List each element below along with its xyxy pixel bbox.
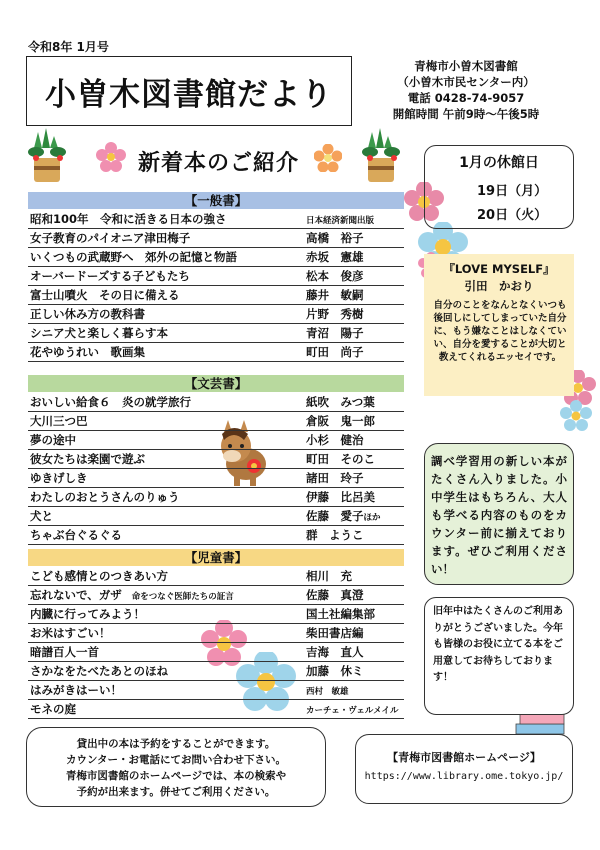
book-author-text: 片野 秀樹 xyxy=(306,307,364,321)
book-title xyxy=(30,210,227,228)
book-author xyxy=(306,393,375,411)
book-row xyxy=(28,605,404,624)
book-title-text: モネの庭 xyxy=(30,702,76,716)
book-row xyxy=(28,567,404,586)
featured-book-description: 自分のことをなんとなくいつも後回しにしてしまっていた自分に、もう嫌なことはしなくていい、自分を愛することが大切と教えてくれるエッセイです。 xyxy=(433,300,567,363)
book-title xyxy=(30,586,234,606)
book-title xyxy=(30,286,180,304)
book-author xyxy=(306,324,364,342)
homepage-url[interactable]: https://www.library.ome.tokyo.jp/ xyxy=(364,771,564,782)
thanks-note: 旧年中はたくさんのご利用ありがとうございました。今年も皆様のお役に立てる本をご用意してお待ちしております！ xyxy=(424,597,574,715)
closed-day-2: 20日（火） xyxy=(477,208,548,223)
book-row xyxy=(28,210,404,229)
book-row xyxy=(28,624,404,643)
book-author-text: 佐藤 真澄 xyxy=(306,588,364,602)
book-title-text: 犬と xyxy=(30,509,53,523)
book-author xyxy=(306,286,364,304)
book-row xyxy=(28,488,404,507)
book-title xyxy=(30,507,53,525)
book-row xyxy=(28,643,404,662)
book-author xyxy=(306,412,375,430)
book-author xyxy=(306,507,381,527)
newsletter-title: 小曽木図書館だより xyxy=(26,56,352,126)
book-title xyxy=(30,469,88,487)
book-row xyxy=(28,229,404,248)
book-row xyxy=(28,393,404,412)
homepage-box xyxy=(355,734,573,804)
book-author xyxy=(306,305,364,323)
book-title xyxy=(30,488,180,506)
book-author xyxy=(306,488,375,506)
homepage-title: 【青梅市図書館ホームページ】 xyxy=(387,751,541,764)
flower-icon xyxy=(96,142,126,172)
book-title xyxy=(30,343,145,361)
book-row xyxy=(28,662,404,681)
book-title-text: オーバードーズする子どもたち xyxy=(30,269,190,283)
notice-line-2: カウンター・お電話にてお問い合わせ下さい。 xyxy=(65,754,287,766)
book-title xyxy=(30,412,88,430)
book-title-text: こども感情とのつきあい方 xyxy=(30,569,168,583)
library-phone: 電話 0428-74-9057 xyxy=(407,91,525,105)
featured-book-title: 『LOVE MYSELF』 xyxy=(443,262,555,276)
book-row xyxy=(28,450,404,469)
book-title xyxy=(30,526,122,544)
featured-book-box xyxy=(424,254,574,396)
book-author xyxy=(306,526,364,544)
book-author-text: 松本 俊彦 xyxy=(306,269,364,283)
closed-day-1: 19日（月） xyxy=(477,184,548,199)
book-title-text: はみがきはーい！ xyxy=(30,683,122,697)
book-author-text: 紙吹 みつ葉 xyxy=(306,395,375,409)
book-title xyxy=(30,431,76,449)
book-title-text: わたしのおとうさんのりゅう xyxy=(30,490,180,504)
book-title-text: シニア犬と楽しく暮らす本 xyxy=(30,326,168,340)
book-title-text: 暗譜百人一首 xyxy=(30,645,99,659)
notice-line-1: 貸出中の本は予約をすることができます。 xyxy=(76,738,276,750)
flower-icon xyxy=(314,144,342,172)
book-author-text: 倉阪 鬼一郎 xyxy=(306,414,375,428)
book-title xyxy=(30,229,190,247)
book-author xyxy=(306,210,374,230)
book-author xyxy=(306,567,352,585)
book-title-text: 昭和100年 令和に活きる日本の強さ xyxy=(30,212,227,226)
book-author xyxy=(306,469,364,487)
learning-note: 調べ学習用の新しい本がたくさん入りました。小中学生はもちろん、大人も学べる内容のものをカウンター前に揃えております。ぜひご利用ください！ xyxy=(424,443,574,585)
book-title-text: 富士山噴火 その日に備える xyxy=(30,288,180,302)
book-author-text: 国土社編集部 xyxy=(306,607,375,621)
book-author xyxy=(306,229,364,247)
library-name: 青梅市小曽木図書館 xyxy=(414,59,518,73)
book-row xyxy=(28,586,404,605)
book-author-text: 吉海 直人 xyxy=(306,645,364,659)
book-author-text: 西村 敏雄 xyxy=(306,687,349,697)
book-row xyxy=(28,526,404,545)
book-title xyxy=(30,605,145,623)
book-author xyxy=(306,248,364,266)
book-author-text: 伊藤 比呂美 xyxy=(306,490,375,504)
book-author xyxy=(306,662,364,680)
book-author-suffix: ほか xyxy=(363,513,381,523)
closed-days-title: 1月の休館日 xyxy=(459,155,539,171)
section-heading: 【一般書】 xyxy=(28,192,404,209)
book-row xyxy=(28,305,404,324)
book-author-text: 佐藤 愛子 xyxy=(306,509,364,523)
library-hours: 開館時間 午前9時～午後5時 xyxy=(392,107,540,121)
featured-book-author: 引田 かおり xyxy=(464,279,534,293)
book-row xyxy=(28,267,404,286)
book-author xyxy=(306,586,364,604)
kadomatsu-icon xyxy=(362,128,402,188)
book-author xyxy=(306,643,364,661)
book-author xyxy=(306,450,375,468)
book-title xyxy=(30,393,191,411)
book-row xyxy=(28,412,404,431)
issue-label: 令和8年 1月号 xyxy=(28,40,109,54)
new-books-heading: 新着本のご紹介 xyxy=(138,151,300,176)
library-location: （小曽木市民センター内） xyxy=(397,75,535,89)
library-info xyxy=(360,58,572,122)
section-heading: 【児童書】 xyxy=(28,549,404,566)
book-title xyxy=(30,567,168,585)
book-author-text: 町田 尚子 xyxy=(306,345,364,359)
book-author xyxy=(306,624,364,642)
book-author-text: 相川 充 xyxy=(306,569,352,583)
book-title xyxy=(30,450,145,468)
book-title-text: 花やゆうれい 歌画集 xyxy=(30,345,145,359)
book-title xyxy=(30,624,111,642)
book-title-text: おいしい給食６ 炎の就学旅行 xyxy=(30,395,191,409)
book-author xyxy=(306,700,398,720)
book-row xyxy=(28,681,404,700)
book-author-text: カーチェ・ヴェルメイル xyxy=(306,706,399,716)
book-title-text: いくつもの武蔵野へ 郊外の記憶と物語 xyxy=(30,250,237,264)
book-author-text: 高橋 裕子 xyxy=(306,231,364,245)
book-row xyxy=(28,507,404,526)
book-row xyxy=(28,431,404,450)
book-author-text: 群 ようこ xyxy=(306,528,364,542)
book-author xyxy=(306,431,364,449)
kadomatsu-icon xyxy=(28,128,68,188)
book-author xyxy=(306,267,364,285)
book-author xyxy=(306,343,364,361)
flower-icon xyxy=(560,400,592,432)
book-title-text: ちゃぶ台ぐるぐる xyxy=(30,528,122,542)
closed-days-box xyxy=(424,145,574,229)
book-row xyxy=(28,343,404,362)
book-title xyxy=(30,681,122,699)
book-row xyxy=(28,469,404,488)
reservation-notice xyxy=(26,727,326,807)
book-title xyxy=(30,267,190,285)
book-title xyxy=(30,248,237,266)
book-title-text: 内臓に行ってみよう！ xyxy=(30,607,145,621)
book-author-text: 加藤 休ミ xyxy=(306,664,364,678)
book-row xyxy=(28,248,404,267)
book-title xyxy=(30,662,168,680)
book-title-text: 女子教育のパイオニア津田梅子 xyxy=(30,231,191,245)
book-title xyxy=(30,324,168,342)
notice-line-4: 予約が出来ます。併せてご利用ください。 xyxy=(76,786,276,798)
book-author-text: 藤井 敏嗣 xyxy=(306,288,364,302)
book-author xyxy=(306,605,375,623)
book-author xyxy=(306,681,349,701)
book-title-text: 彼女たちは楽園で遊ぶ xyxy=(30,452,145,466)
book-title-text: 忘れないで、ガザ xyxy=(30,588,122,602)
book-title-text: 夢の途中 xyxy=(30,433,76,447)
book-author-text: 日本経済新聞出版 xyxy=(306,216,375,226)
book-title xyxy=(30,700,76,718)
book-title-text: 正しい休み方の教科書 xyxy=(30,307,145,321)
book-title xyxy=(30,305,145,323)
book-title-text: ゆきげしき xyxy=(30,471,88,485)
book-title-text: さかなをたべたあとのほね xyxy=(30,664,168,678)
book-author-text: 柴田書店編 xyxy=(306,626,364,640)
book-author-text: 町田 そのこ xyxy=(306,452,375,466)
book-row xyxy=(28,286,404,305)
book-row xyxy=(28,700,404,719)
book-title-text: お米はすごい！ xyxy=(30,626,111,640)
notice-line-3: 青梅市図書館のホームページでは、本の検索や xyxy=(65,770,287,782)
section-heading: 【文芸書】 xyxy=(28,375,404,392)
book-title-text: 大川三つ巴 xyxy=(30,414,88,428)
book-title xyxy=(30,643,99,661)
book-author-text: 赤坂 憲雄 xyxy=(306,250,364,264)
book-author-text: 小杉 健治 xyxy=(306,433,364,447)
book-row xyxy=(28,324,404,343)
book-author-text: 青沼 陽子 xyxy=(306,326,364,340)
book-author-text: 諸田 玲子 xyxy=(306,471,364,485)
book-subtitle: 命をつなぐ医師たちの証言 xyxy=(131,592,234,602)
